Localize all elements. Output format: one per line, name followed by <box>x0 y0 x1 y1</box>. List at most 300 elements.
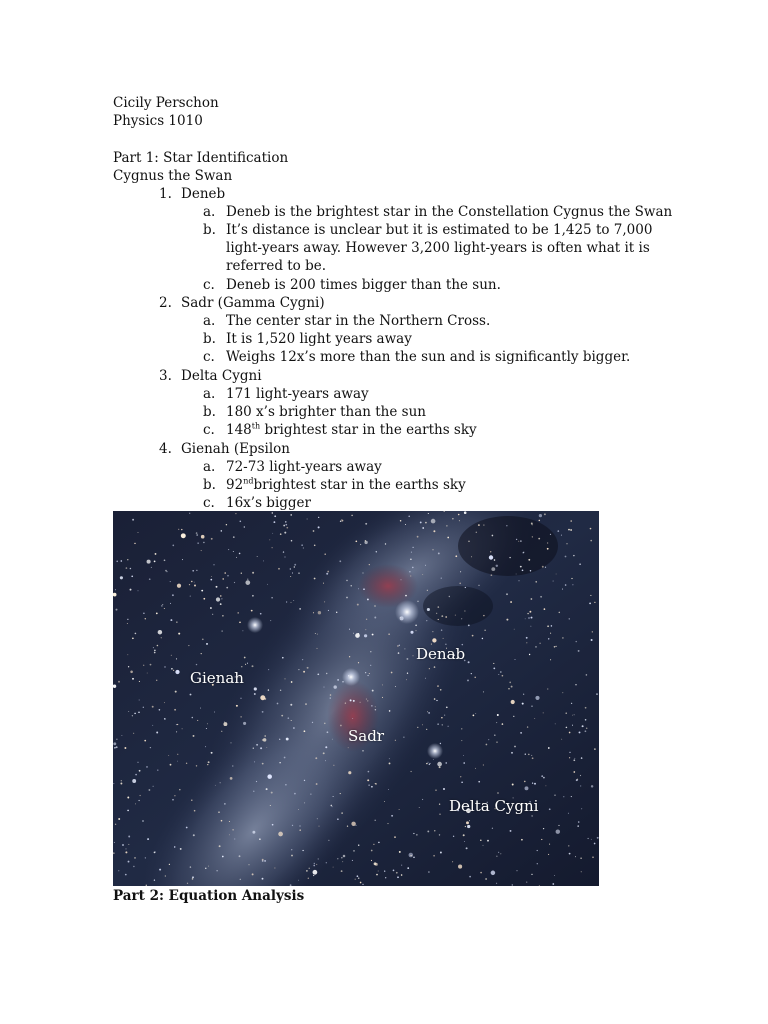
background-star <box>229 834 230 835</box>
background-star <box>367 675 368 676</box>
background-star <box>332 739 333 740</box>
background-star <box>569 853 571 855</box>
background-star <box>210 607 212 609</box>
background-star <box>257 556 258 557</box>
background-star <box>565 584 567 586</box>
background-star <box>330 805 332 807</box>
background-star <box>221 598 222 599</box>
background-star <box>506 593 508 595</box>
background-star <box>389 710 391 712</box>
background-star <box>294 564 296 566</box>
background-star <box>445 616 447 618</box>
background-star <box>459 583 461 585</box>
background-star <box>362 884 363 885</box>
background-star <box>438 619 439 620</box>
background-star <box>221 820 223 822</box>
background-star <box>528 754 530 756</box>
background-star <box>494 734 496 736</box>
background-star <box>290 576 291 577</box>
background-star <box>192 570 194 572</box>
background-star <box>412 547 413 548</box>
background-star <box>125 851 127 853</box>
background-star <box>175 691 177 693</box>
background-star <box>460 571 461 572</box>
background-star <box>579 731 581 733</box>
background-star <box>531 598 533 600</box>
background-star <box>333 765 334 766</box>
background-star <box>440 689 442 691</box>
background-star <box>337 679 339 681</box>
background-star <box>590 540 592 542</box>
background-star <box>417 601 418 602</box>
background-star <box>469 820 470 821</box>
background-star <box>313 870 318 875</box>
background-star <box>350 699 352 701</box>
star-name-gienah: Gienah (Epsilon <box>181 441 290 457</box>
background-star <box>352 860 353 861</box>
background-star <box>464 511 467 514</box>
background-star <box>355 825 356 826</box>
background-star <box>346 597 348 599</box>
background-star <box>302 659 303 660</box>
background-star <box>272 824 274 826</box>
background-star <box>291 849 292 850</box>
background-star <box>190 694 192 696</box>
background-star <box>299 608 301 610</box>
list-item-text: brightest star in the earths sky <box>253 477 466 493</box>
background-star <box>474 677 475 678</box>
background-star <box>594 748 596 750</box>
background-star <box>515 659 516 660</box>
background-star <box>223 722 227 726</box>
background-star <box>529 611 531 613</box>
list-item: The center star in the Northern Cross. <box>226 313 491 329</box>
background-star <box>286 738 289 741</box>
background-star <box>193 834 195 836</box>
background-star <box>318 517 319 518</box>
background-star <box>569 618 570 619</box>
background-star <box>122 844 124 846</box>
background-star <box>532 524 533 525</box>
list-item <box>226 476 466 494</box>
background-star <box>571 796 572 797</box>
background-star <box>334 685 337 688</box>
background-star <box>562 637 564 639</box>
background-star <box>128 711 129 712</box>
background-star <box>413 655 414 656</box>
background-star <box>113 783 114 784</box>
list-letter: c. <box>203 277 215 293</box>
background-star <box>510 830 512 832</box>
background-star <box>127 623 128 624</box>
background-star <box>569 757 570 758</box>
background-star <box>496 856 497 857</box>
label-denab: Denab <box>416 645 466 663</box>
background-star <box>491 574 493 576</box>
list-item-continued: referred to be. <box>226 258 327 274</box>
background-star <box>200 708 201 709</box>
background-star <box>333 867 334 868</box>
background-star <box>531 617 533 619</box>
background-star <box>196 765 197 766</box>
background-star <box>127 654 128 655</box>
background-star <box>259 838 261 840</box>
background-star <box>339 560 341 562</box>
background-star <box>254 693 256 695</box>
ordinal-number: 148 <box>226 422 252 438</box>
background-star <box>590 528 592 530</box>
background-star <box>496 741 498 743</box>
background-star <box>270 805 271 806</box>
background-star <box>236 557 237 558</box>
list-item-continued: light-years away. However 3,200 light-years is often what it is <box>226 240 650 256</box>
background-star <box>549 808 551 810</box>
background-star <box>534 783 536 785</box>
background-star <box>374 617 376 619</box>
background-star <box>226 587 228 589</box>
background-star <box>539 643 540 644</box>
background-star <box>113 742 116 745</box>
background-star <box>464 610 465 611</box>
background-star <box>283 551 284 552</box>
background-star <box>569 752 570 753</box>
background-star <box>336 612 337 613</box>
background-star <box>510 601 512 603</box>
list-letter: b. <box>203 222 216 238</box>
background-star <box>271 792 273 794</box>
background-star <box>192 876 194 878</box>
background-star <box>401 865 402 866</box>
background-star <box>589 603 591 605</box>
background-star <box>585 719 587 721</box>
background-star <box>360 882 362 884</box>
background-star <box>541 839 542 840</box>
background-star <box>145 857 146 858</box>
background-star <box>483 525 484 526</box>
background-star <box>164 702 165 703</box>
background-star <box>130 671 133 674</box>
background-star <box>416 834 417 835</box>
background-star <box>562 589 563 590</box>
background-star <box>549 844 550 845</box>
background-star <box>314 863 315 864</box>
background-star <box>333 796 334 797</box>
background-star <box>463 762 465 764</box>
background-star <box>506 619 508 621</box>
background-star <box>181 529 182 530</box>
background-star <box>364 634 367 637</box>
background-star <box>513 716 514 717</box>
background-star <box>126 567 128 569</box>
background-star <box>399 645 400 646</box>
background-star <box>192 717 194 719</box>
background-star <box>420 521 422 523</box>
background-star <box>360 544 361 545</box>
background-star <box>203 542 204 543</box>
background-star <box>556 574 557 575</box>
background-star <box>368 771 370 773</box>
background-star <box>318 526 320 528</box>
background-star <box>550 659 551 660</box>
background-star <box>114 842 115 843</box>
background-star <box>541 775 543 777</box>
background-star <box>118 681 120 683</box>
background-star <box>307 667 309 669</box>
background-star <box>438 606 440 608</box>
background-star <box>388 789 389 790</box>
background-star <box>156 732 158 734</box>
background-star <box>461 740 462 741</box>
background-star <box>509 557 510 558</box>
background-star <box>170 603 171 604</box>
background-star <box>191 581 192 582</box>
background-star <box>490 551 491 552</box>
background-star <box>298 809 299 810</box>
background-star <box>285 524 287 526</box>
background-star <box>120 576 123 579</box>
background-star <box>132 638 134 640</box>
background-star <box>323 583 324 584</box>
background-star <box>498 674 499 675</box>
background-star <box>168 755 169 756</box>
background-star <box>263 738 267 742</box>
background-star <box>403 737 404 738</box>
background-star <box>389 762 391 764</box>
background-star <box>426 729 427 730</box>
background-star <box>345 702 346 703</box>
background-star <box>131 575 133 577</box>
background-star <box>437 685 438 686</box>
background-star <box>384 801 385 802</box>
background-star <box>397 645 399 647</box>
background-star <box>256 781 257 782</box>
background-star <box>441 717 442 718</box>
background-star <box>325 760 326 761</box>
cygnus-starfield-image <box>113 511 599 886</box>
background-star <box>425 678 426 679</box>
label-sadr: Sadr <box>348 727 384 745</box>
background-star <box>241 666 242 667</box>
background-star <box>349 629 350 630</box>
background-star <box>467 825 470 828</box>
background-star <box>239 553 241 555</box>
background-star <box>240 521 242 523</box>
background-star <box>172 594 174 596</box>
background-star <box>290 568 291 569</box>
background-star <box>135 633 137 635</box>
background-star <box>573 759 575 761</box>
background-star <box>152 725 153 726</box>
background-star <box>526 882 527 883</box>
background-star <box>285 784 287 786</box>
background-star <box>410 771 411 772</box>
background-star <box>523 694 524 695</box>
background-star <box>395 686 396 687</box>
background-star <box>508 688 509 689</box>
background-star <box>228 549 229 550</box>
background-star <box>409 853 414 858</box>
background-star <box>520 566 522 568</box>
background-star <box>432 549 433 550</box>
list-item: 16x’s bigger <box>226 495 311 511</box>
background-star <box>133 733 134 734</box>
background-star <box>342 861 343 862</box>
background-star <box>328 610 329 611</box>
background-star <box>371 705 372 706</box>
background-star <box>201 590 203 592</box>
background-star <box>581 757 583 759</box>
background-star <box>579 563 581 565</box>
background-star <box>351 585 352 586</box>
background-star <box>138 711 140 713</box>
background-star <box>526 642 527 643</box>
background-star <box>391 815 393 817</box>
background-star <box>260 613 262 615</box>
background-star <box>568 845 569 846</box>
background-star <box>375 706 376 707</box>
background-star <box>256 744 258 746</box>
background-star <box>492 535 494 537</box>
background-star <box>535 696 539 700</box>
background-star <box>357 604 359 606</box>
background-star <box>178 633 180 635</box>
background-star <box>378 842 380 844</box>
background-star <box>240 716 241 717</box>
background-star <box>478 781 480 783</box>
background-star <box>157 769 158 770</box>
background-star <box>216 870 217 871</box>
background-star <box>127 797 129 799</box>
background-star <box>441 615 443 617</box>
background-star <box>319 826 320 827</box>
background-star <box>528 559 530 561</box>
background-star <box>170 581 171 582</box>
background-star <box>218 812 219 813</box>
background-star <box>464 841 465 842</box>
background-star <box>317 648 318 649</box>
background-star <box>252 595 254 597</box>
background-star <box>143 613 145 615</box>
background-star <box>254 687 257 690</box>
background-star <box>465 826 466 827</box>
background-star <box>215 785 216 786</box>
background-star <box>222 856 224 858</box>
background-star <box>411 855 412 856</box>
background-star <box>177 724 178 725</box>
background-star <box>177 670 179 672</box>
background-star <box>529 654 530 655</box>
background-star <box>328 840 329 841</box>
background-star <box>318 611 321 614</box>
label-gienah: Gienah <box>190 669 244 687</box>
background-star <box>317 818 318 819</box>
background-star <box>440 743 441 744</box>
background-star <box>466 821 469 824</box>
background-star <box>127 559 128 560</box>
background-star <box>132 715 133 716</box>
background-star <box>251 610 253 612</box>
background-star <box>368 784 369 785</box>
background-star <box>385 543 386 544</box>
background-star <box>121 735 122 736</box>
background-star <box>441 629 442 630</box>
background-star <box>455 615 456 616</box>
background-star <box>528 617 530 619</box>
background-star <box>524 781 526 783</box>
background-star <box>243 722 246 725</box>
background-star <box>463 755 464 756</box>
background-star <box>535 581 536 582</box>
background-star <box>400 520 402 522</box>
background-star <box>286 601 287 602</box>
background-star <box>176 731 177 732</box>
background-star <box>307 519 308 520</box>
background-star <box>216 597 220 601</box>
background-star <box>232 765 233 766</box>
background-star <box>234 582 235 583</box>
background-star <box>550 534 551 535</box>
background-star <box>394 836 396 838</box>
background-star <box>274 515 276 517</box>
background-star <box>314 545 316 547</box>
background-star <box>220 603 222 605</box>
background-star <box>224 803 225 804</box>
background-star <box>317 673 319 675</box>
background-star <box>375 863 378 866</box>
background-star <box>518 541 519 542</box>
background-star <box>304 802 305 803</box>
background-star <box>234 839 235 840</box>
background-star <box>134 857 136 859</box>
background-star <box>327 571 329 573</box>
background-star <box>427 608 430 611</box>
background-star <box>428 712 430 714</box>
background-star <box>439 804 440 805</box>
background-star <box>416 630 417 631</box>
background-star <box>561 739 562 740</box>
background-star <box>164 608 165 609</box>
background-star <box>205 746 206 747</box>
background-star <box>139 681 140 682</box>
background-star <box>186 763 187 764</box>
background-star <box>274 867 275 868</box>
background-star <box>437 762 442 767</box>
background-star <box>547 688 548 689</box>
background-star <box>308 878 309 879</box>
background-star <box>408 516 410 518</box>
background-star <box>427 830 429 832</box>
background-star <box>171 668 173 670</box>
background-star <box>500 853 501 854</box>
background-star <box>291 720 292 721</box>
background-star <box>178 529 179 530</box>
background-star <box>247 579 248 580</box>
background-star <box>127 619 128 620</box>
background-star <box>260 695 265 700</box>
background-star <box>409 571 410 572</box>
background-star <box>566 713 567 714</box>
ordinal-suffix: nd <box>243 476 254 486</box>
background-star <box>525 618 526 619</box>
background-star <box>284 757 286 759</box>
background-star <box>313 875 314 876</box>
background-star <box>367 779 369 781</box>
background-star <box>154 652 156 654</box>
background-star <box>148 789 150 791</box>
background-star <box>343 855 346 858</box>
background-star <box>291 855 293 857</box>
background-star <box>591 785 593 787</box>
